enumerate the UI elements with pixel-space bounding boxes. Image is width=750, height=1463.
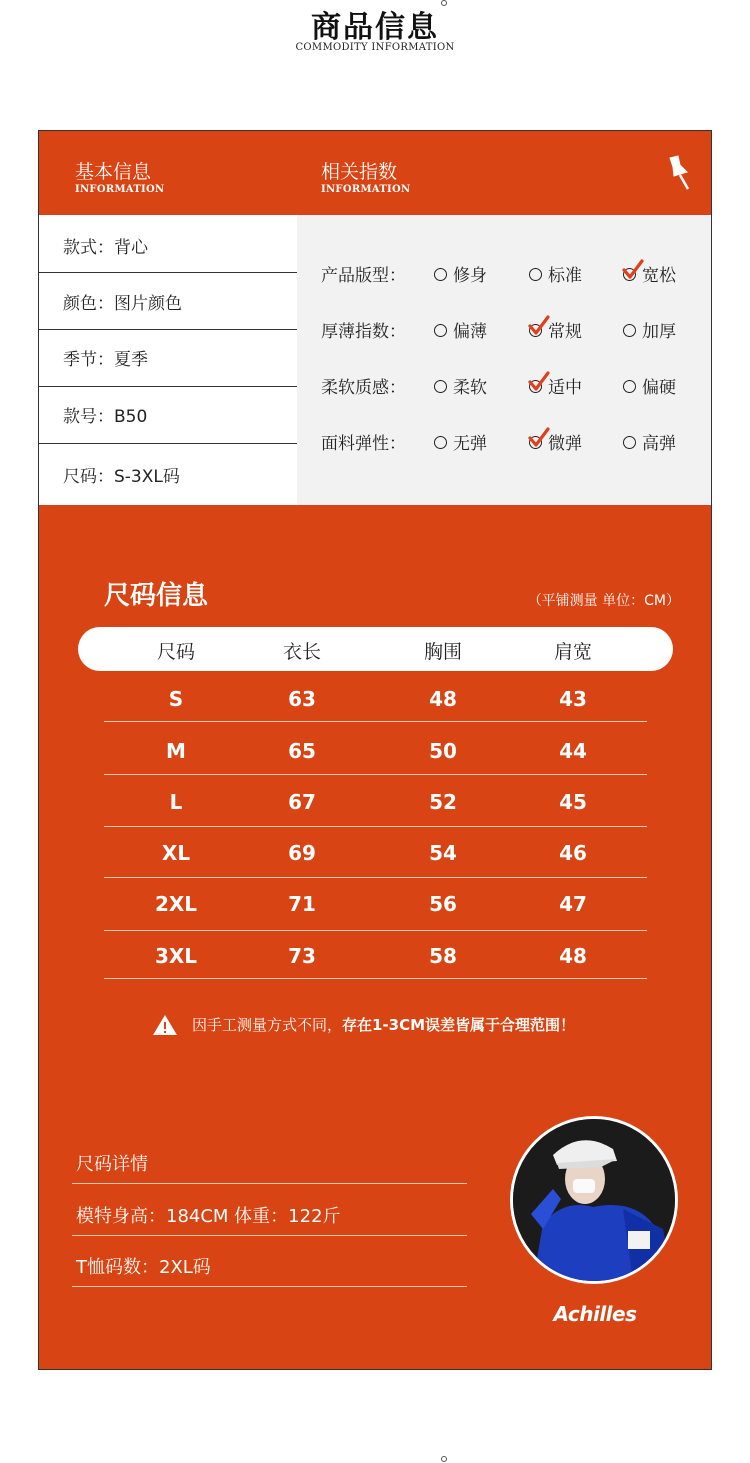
divider [72,1183,467,1184]
size-value-cell: 47 [559,892,587,916]
index-option [434,373,487,398]
size-value-cell: 65 [288,739,316,763]
size-table-header: 肩宽 [553,641,592,663]
basic-info-subtitle: INFORMATION [75,184,165,195]
size-value-cell: 67 [288,790,316,814]
table-row-divider [104,826,647,827]
index-option-label: 常规 [548,322,582,342]
size-value-cell: 54 [429,841,457,865]
page-title: 商品信息 [311,10,439,45]
table-row-divider [104,774,647,775]
pushpin-icon [664,155,694,195]
checked-radio-icon [529,436,542,449]
index-label: 产品版型： [321,266,406,286]
index-option [529,429,582,454]
index-option-label: 偏硬 [642,378,676,398]
size-value-cell: 63 [288,687,316,711]
decor-dot [441,0,447,6]
index-option-label: 加厚 [642,322,676,342]
index-title: 相关指数 [321,161,398,183]
index-option-label: 宽松 [642,266,676,286]
index-option [623,429,676,454]
warning-text: 因手工测量方式不同， [192,1016,343,1034]
divider [39,386,297,387]
size-value-cell: 58 [429,944,457,968]
page-subtitle: COMMODITY INFORMATION [295,42,455,53]
warning-text-bold: 存在1-3CM误差皆属于合理范围！ [342,1016,576,1034]
decor-dot [441,1456,447,1462]
divider [39,329,297,330]
table-row-divider [104,930,647,931]
index-option [434,429,487,454]
size-label-cell: S [168,687,184,711]
size-value-cell: 56 [429,892,457,916]
size-label-cell: XL [161,841,191,865]
index-option [529,261,582,286]
info-size-range: 尺码：S-3XL码 [63,467,180,487]
radio-icon [623,436,636,449]
table-row-divider [104,721,647,722]
size-table-header: 衣长 [282,641,321,663]
index-option [623,317,676,342]
index-label: 厚薄指数： [321,322,406,342]
size-table-header: 尺码 [156,641,195,663]
index-option [529,317,582,342]
radio-icon [434,268,447,281]
info-item-number: 款号：B50 [63,407,148,427]
index-option [434,261,487,286]
divider [39,443,297,444]
size-value-cell: 48 [429,687,457,711]
size-value-cell: 46 [559,841,587,865]
index-label: 柔软质感： [321,378,406,398]
info-color: 颜色：图片颜色 [63,294,182,314]
index-option [434,317,487,342]
radio-icon [623,324,636,337]
divider [39,272,297,273]
index-option-label: 偏薄 [453,322,487,342]
radio-icon [434,324,447,337]
checked-radio-icon [529,324,542,337]
size-value-cell: 71 [288,892,316,916]
basic-info-title: 基本信息 [75,161,152,183]
size-table-header: 胸围 [423,641,462,663]
index-panel [297,215,711,505]
measurement-warning [192,1014,575,1035]
radio-icon [529,268,542,281]
divider [72,1235,467,1236]
size-value-cell: 45 [559,790,587,814]
index-option-label: 无弹 [453,434,487,454]
index-option-label: 微弹 [548,434,582,454]
index-option-label: 柔软 [453,378,487,398]
size-label-cell: L [169,790,183,814]
size-info-title: 尺码信息 [104,581,209,611]
index-option [623,261,676,286]
table-row-divider [104,978,647,979]
size-value-cell: 48 [559,944,587,968]
model-photo [510,1116,678,1284]
checked-radio-icon [623,268,636,281]
size-detail-title: 尺码详情 [76,1154,148,1175]
radio-icon [623,380,636,393]
size-value-cell: 73 [288,944,316,968]
warning-icon [152,1014,178,1040]
index-option [623,373,676,398]
size-value-cell: 43 [559,687,587,711]
index-subtitle: INFORMATION [321,184,411,195]
size-label-cell: 3XL [154,944,198,968]
size-value-cell: 44 [559,739,587,763]
index-option-label: 标准 [548,266,582,286]
size-label-cell: M [166,739,186,763]
tshirt-size: T恤码数：2XL码 [76,1257,211,1278]
size-value-cell: 52 [429,790,457,814]
index-option [529,373,582,398]
index-label: 面料弹性： [321,434,406,454]
size-info-note: （平铺测量 单位：CM） [527,593,680,609]
info-style: 款式：背心 [63,238,148,258]
index-option-label: 适中 [548,378,582,398]
brand-logo: Achilles [553,1302,637,1326]
radio-icon [434,436,447,449]
size-value-cell: 69 [288,841,316,865]
index-option-label: 高弹 [642,434,676,454]
size-label-cell: 2XL [154,892,198,916]
checked-radio-icon [529,380,542,393]
index-option-label: 修身 [453,266,487,286]
table-row-divider [104,877,647,878]
size-value-cell: 50 [429,739,457,763]
model-measurements: 模特身高：184CM 体重：122斤 [76,1206,341,1227]
radio-icon [434,380,447,393]
divider [72,1286,467,1287]
info-season: 季节：夏季 [63,350,148,370]
